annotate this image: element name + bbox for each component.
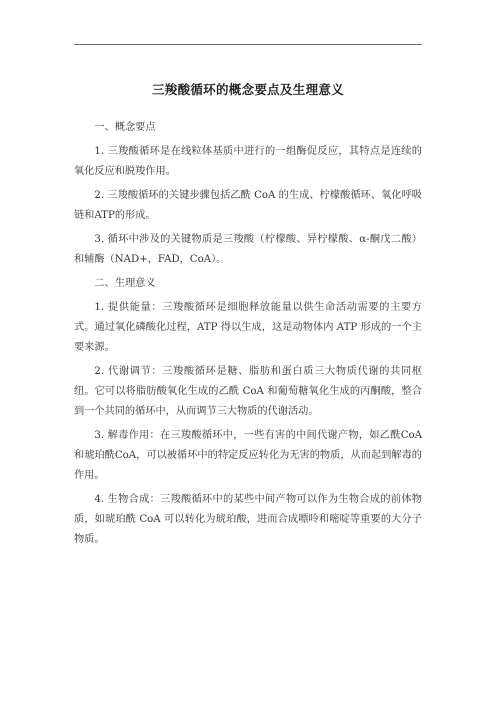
document-body xyxy=(74,118,422,554)
significance-item-3: 3. 解毒作用：在三羧酸循环中，一些有害的中间代谢产物，如乙酰CoA和琥珀酰CoA，可以被循环中的特定反应转化为无害的物质，从而起到解毒的作用。 xyxy=(74,430,422,481)
header-rule xyxy=(74,44,422,45)
section-heading-concepts: 一、概念要点 xyxy=(94,122,156,133)
concept-item-1: 1. 三羧酸循环是在线粒体基质中进行的一组酶促反应，其特点是连续的氧化反应和脱羧作用。 xyxy=(74,146,422,177)
significance-item-2: 2. 代谢调节：三羧酸循环是糖、脂肪和蛋白质三大物质代谢的共同枢纽。它可以将脂肪酸氧化生成的乙酰 CoA 和葡萄糖氧化生成的丙酮酸，整合到一个共同的循环中，从而调节三大物质的代谢活动。 xyxy=(74,366,422,417)
concept-item-2: 2. 三羧酸循环的关键步骤包括乙酰 CoA 的生成、柠檬酸循环、氧化呼吸链和ATP的形成。 xyxy=(74,190,422,221)
concept-item-3: 3. 循环中涉及的关键物质是三羧酸（柠檬酸、异柠檬酸、α-酮戊二酸）和辅酶（NAD+，FAD，CoA）。 xyxy=(74,234,422,265)
section-heading-significance: 二、生理意义 xyxy=(94,278,156,289)
significance-item-1: 1. 提供能量：三羧酸循环是细胞释放能量以供生命活动需要的主要方式。通过氧化磷酸化过程，ATP 得以生成，这是动物体内 ATP 形成的一个主要来源。 xyxy=(74,302,422,353)
significance-item-4: 4. 生物合成：三羧酸循环中的某些中间产物可以作为生物合成的前体物质，如琥珀酰 CoA 可以转化为琥珀酸，进而合成嘌呤和嘧啶等重要的大分子物质。 xyxy=(74,494,422,545)
document-title: 三羧酸循环的概念要点及生理意义 xyxy=(151,82,344,97)
